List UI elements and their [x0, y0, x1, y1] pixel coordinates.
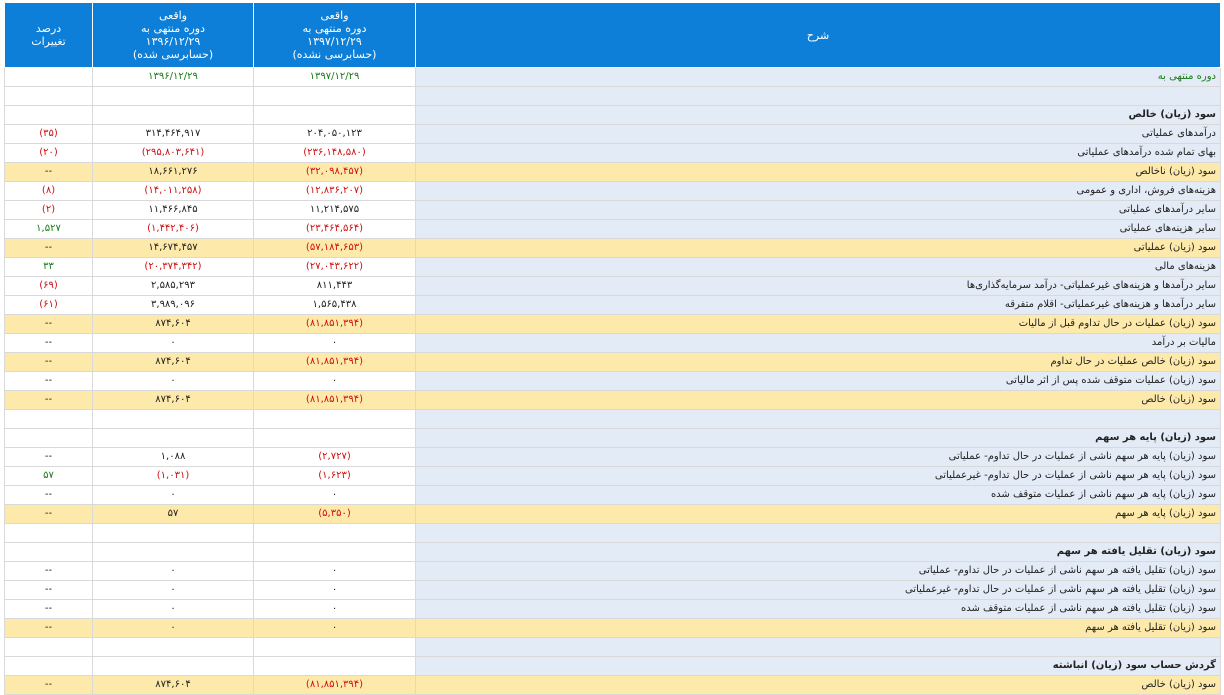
row-description: درآمدهای عملیاتی	[416, 125, 1221, 144]
table-body	[5, 68, 1221, 695]
row-current-value: (۸۱,۸۵۱,۳۹۴)	[254, 315, 416, 334]
row-previous-value: ۱۳۹۶/۱۲/۲۹	[93, 68, 254, 87]
row-change-percent	[5, 543, 93, 562]
row-current-value	[254, 543, 416, 562]
header-previous-line4: (حسابرسی شده)	[132, 48, 214, 61]
financial-statement	[4, 2, 1220, 695]
table-row	[5, 562, 1221, 581]
income-statement-table	[4, 2, 1221, 695]
table-row	[5, 524, 1221, 543]
table-row	[5, 372, 1221, 391]
row-previous-value	[93, 638, 254, 657]
row-change-percent: (۸)	[5, 182, 93, 201]
row-current-value: (۱۲,۸۳۶,۲۰۷)	[254, 182, 416, 201]
header-description: شرح	[416, 3, 1221, 68]
row-previous-value: ۸۷۴,۶۰۴	[93, 391, 254, 410]
row-change-percent: ۵۷	[5, 467, 93, 486]
row-previous-value: ۵۷	[93, 505, 254, 524]
table-row	[5, 581, 1221, 600]
header-current-line2: دوره منتهی به	[302, 22, 367, 35]
row-description: بهای تمام شده درآمدهای عملیاتی	[416, 144, 1221, 163]
table-row	[5, 258, 1221, 277]
row-current-value	[254, 638, 416, 657]
table-row	[5, 429, 1221, 448]
row-description	[416, 524, 1221, 543]
row-previous-value: (۱۴,۰۱۱,۲۵۸)	[93, 182, 254, 201]
row-description: سود (زیان) ناخالص	[416, 163, 1221, 182]
row-previous-value: (۱,۰۳۱)	[93, 467, 254, 486]
row-change-percent: (۳۵)	[5, 125, 93, 144]
table-row	[5, 505, 1221, 524]
row-current-value: ۰	[254, 334, 416, 353]
row-current-value: ۰	[254, 562, 416, 581]
row-current-value	[254, 524, 416, 543]
row-current-value: ۱۱,۲۱۴,۵۷۵	[254, 201, 416, 220]
row-previous-value	[93, 657, 254, 676]
table-row	[5, 410, 1221, 429]
row-change-percent: --	[5, 391, 93, 410]
table-row	[5, 600, 1221, 619]
table-row	[5, 657, 1221, 676]
row-previous-value: ۸۷۴,۶۰۴	[93, 315, 254, 334]
row-description: مالیات بر درآمد	[416, 334, 1221, 353]
row-previous-value	[93, 106, 254, 125]
row-current-value	[254, 106, 416, 125]
row-previous-value	[93, 87, 254, 106]
row-current-value	[254, 87, 416, 106]
row-change-percent	[5, 68, 93, 87]
row-current-value: ۰	[254, 486, 416, 505]
row-change-percent	[5, 87, 93, 106]
header-current-period	[254, 3, 416, 68]
row-previous-value: ۱۱,۴۶۶,۸۴۵	[93, 201, 254, 220]
row-change-percent: --	[5, 334, 93, 353]
row-previous-value	[93, 524, 254, 543]
table-row	[5, 87, 1221, 106]
row-current-value: (۸۱,۸۵۱,۳۹۴)	[254, 353, 416, 372]
header-change-percent	[5, 3, 93, 68]
row-description: سود (زیان) پایه هر سهم ناشی از عملیات در حال تداوم- عملیاتی	[416, 448, 1221, 467]
table-row	[5, 68, 1221, 87]
row-change-percent: ۱,۵۲۷	[5, 220, 93, 239]
row-current-value	[254, 657, 416, 676]
row-change-percent	[5, 410, 93, 429]
row-current-value: ۱۳۹۷/۱۲/۲۹	[254, 68, 416, 87]
row-current-value: (۲۳,۴۶۴,۵۶۴)	[254, 220, 416, 239]
table-row	[5, 277, 1221, 296]
row-change-percent: (۶۱)	[5, 296, 93, 315]
row-change-percent: --	[5, 581, 93, 600]
row-description	[416, 87, 1221, 106]
row-change-percent: (۲)	[5, 201, 93, 220]
row-current-value: (۵۷,۱۸۴,۶۵۳)	[254, 239, 416, 258]
table-row	[5, 106, 1221, 125]
row-current-value	[254, 429, 416, 448]
row-change-percent	[5, 524, 93, 543]
row-description: سایر درآمدهای عملیاتی	[416, 201, 1221, 220]
row-change-percent: --	[5, 315, 93, 334]
row-change-percent: --	[5, 619, 93, 638]
row-previous-value: (۲۰,۳۷۴,۳۴۲)	[93, 258, 254, 277]
header-current-line4: (حسابرسی نشده)	[292, 48, 377, 61]
row-current-value: ۰	[254, 581, 416, 600]
row-previous-value: ۰	[93, 581, 254, 600]
row-description: هزینه‌های مالی	[416, 258, 1221, 277]
row-previous-value: ۰	[93, 619, 254, 638]
table-row	[5, 201, 1221, 220]
row-previous-value: (۲۹۵,۸۰۳,۶۴۱)	[93, 144, 254, 163]
row-description: سود (زیان) پایه هر سهم ناشی از عملیات در حال تداوم- غیرعملیاتی	[416, 467, 1221, 486]
row-change-percent: --	[5, 505, 93, 524]
row-previous-value: ۱۴,۶۷۴,۴۵۷	[93, 239, 254, 258]
header-previous-period	[93, 3, 254, 68]
row-description: سایر درآمدها و هزینه‌های غیرعملیاتی- درآمد سرمایه‌گذاری‌ها	[416, 277, 1221, 296]
header-previous-line1: واقعی	[158, 9, 188, 22]
row-current-value	[254, 410, 416, 429]
row-description: سود (زیان) خالص	[416, 391, 1221, 410]
row-change-percent: --	[5, 562, 93, 581]
row-description: سود (زیان) پایه هر سهم	[416, 505, 1221, 524]
row-description: سود (زیان) تقلیل یافته هر سهم ناشی از عملیات در حال تداوم- غیرعملیاتی	[416, 581, 1221, 600]
row-change-percent: (۶۹)	[5, 277, 93, 296]
row-change-percent: --	[5, 163, 93, 182]
row-current-value: (۸۱,۸۵۱,۳۹۴)	[254, 391, 416, 410]
row-previous-value: ۱۸,۶۶۱,۲۷۶	[93, 163, 254, 182]
table-row	[5, 182, 1221, 201]
row-description: سایر هزینه‌های عملیاتی	[416, 220, 1221, 239]
row-change-percent: (۲۰)	[5, 144, 93, 163]
header-current-line3: ۱۳۹۷/۱۲/۲۹	[307, 35, 362, 48]
row-description: سود (زیان) تقلیل یافته هر سهم ناشی از عملیات متوقف شده	[416, 600, 1221, 619]
row-previous-value: ۸۷۴,۶۰۴	[93, 353, 254, 372]
row-previous-value: ۰	[93, 600, 254, 619]
table-row	[5, 619, 1221, 638]
row-change-percent: ۳۳	[5, 258, 93, 277]
row-current-value: ۲۰۴,۰۵۰,۱۲۳	[254, 125, 416, 144]
row-current-value: ۰	[254, 619, 416, 638]
row-current-value: (۵,۳۵۰)	[254, 505, 416, 524]
row-previous-value: ۳,۹۸۹,۰۹۶	[93, 296, 254, 315]
row-description: سود (زیان) تقلیل یافته هر سهم ناشی از عملیات در حال تداوم- عملیاتی	[416, 562, 1221, 581]
header-current-line1: واقعی	[320, 9, 349, 22]
row-description: سود (زیان) خالص عملیات در حال تداوم	[416, 353, 1221, 372]
header-change-line1: درصد	[35, 22, 62, 35]
row-description: سایر درآمدها و هزینه‌های غیرعملیاتی- اقلام متفرقه	[416, 296, 1221, 315]
row-previous-value: ۳۱۴,۴۶۴,۹۱۷	[93, 125, 254, 144]
table-row	[5, 296, 1221, 315]
table-row	[5, 638, 1221, 657]
header-previous-line3: ۱۳۹۶/۱۲/۲۹	[145, 35, 201, 48]
row-change-percent: --	[5, 676, 93, 695]
table-row	[5, 163, 1221, 182]
row-current-value: (۱,۶۲۳)	[254, 467, 416, 486]
row-previous-value: ۲,۵۸۵,۲۹۳	[93, 277, 254, 296]
row-description	[416, 638, 1221, 657]
table-row	[5, 543, 1221, 562]
row-description: سود (زیان) خالص	[416, 106, 1221, 125]
row-change-percent: --	[5, 372, 93, 391]
row-change-percent	[5, 106, 93, 125]
row-description: سود (زیان) تقلیل یافته هر سهم	[416, 619, 1221, 638]
row-current-value: (۲۷,۰۴۳,۶۲۲)	[254, 258, 416, 277]
row-description: سود (زیان) عملیاتی	[416, 239, 1221, 258]
row-previous-value	[93, 410, 254, 429]
row-previous-value: ۰	[93, 372, 254, 391]
header-previous-line2: دوره منتهی به	[140, 22, 205, 35]
row-change-percent: --	[5, 600, 93, 619]
row-change-percent: --	[5, 239, 93, 258]
row-previous-value: ۰	[93, 486, 254, 505]
row-previous-value: (۱,۴۴۲,۴۰۶)	[93, 220, 254, 239]
row-previous-value: ۸۷۴,۶۰۴	[93, 676, 254, 695]
table-row	[5, 676, 1221, 695]
row-description: هزینه‌های فروش، اداری و عمومی	[416, 182, 1221, 201]
table-row	[5, 125, 1221, 144]
row-description: سود (زیان) تقلیل یافته هر سهم	[416, 543, 1221, 562]
table-row	[5, 486, 1221, 505]
row-current-value: (۸۱,۸۵۱,۳۹۴)	[254, 676, 416, 695]
row-description: سود (زیان) پایه هر سهم	[416, 429, 1221, 448]
row-change-percent: --	[5, 448, 93, 467]
row-description: دوره منتهی به	[416, 68, 1221, 87]
row-description: سود (زیان) پایه هر سهم ناشی از عملیات متوقف شده	[416, 486, 1221, 505]
header-row	[5, 3, 1221, 68]
table-row	[5, 239, 1221, 258]
table-row	[5, 220, 1221, 239]
table-row	[5, 315, 1221, 334]
row-description: سود (زیان) عملیات متوقف شده پس از اثر مالیاتی	[416, 372, 1221, 391]
row-description: سود (زیان) خالص	[416, 676, 1221, 695]
header-change-line2: تغییرات	[31, 35, 66, 48]
row-current-value: ۸۱۱,۴۴۳	[254, 277, 416, 296]
table-row	[5, 144, 1221, 163]
row-previous-value: ۰	[93, 562, 254, 581]
row-current-value: ۱,۵۶۵,۴۳۸	[254, 296, 416, 315]
row-current-value: ۰	[254, 600, 416, 619]
table-row	[5, 467, 1221, 486]
row-previous-value	[93, 543, 254, 562]
row-current-value: ۰	[254, 372, 416, 391]
row-change-percent	[5, 657, 93, 676]
row-change-percent	[5, 638, 93, 657]
row-change-percent: --	[5, 353, 93, 372]
row-previous-value: ۰	[93, 334, 254, 353]
row-previous-value: ۱,۰۸۸	[93, 448, 254, 467]
table-row	[5, 448, 1221, 467]
row-description: گردش حساب سود (زیان) انباشته	[416, 657, 1221, 676]
row-description	[416, 410, 1221, 429]
row-change-percent	[5, 429, 93, 448]
table-row	[5, 334, 1221, 353]
row-current-value: (۳۲,۰۹۸,۴۵۷)	[254, 163, 416, 182]
row-previous-value	[93, 429, 254, 448]
table-row	[5, 391, 1221, 410]
row-current-value: (۲,۷۲۷)	[254, 448, 416, 467]
row-current-value: (۲۳۶,۱۴۸,۵۸۰)	[254, 144, 416, 163]
table-row	[5, 353, 1221, 372]
row-description: سود (زیان) عملیات در حال تداوم قبل از مالیات	[416, 315, 1221, 334]
row-change-percent: --	[5, 486, 93, 505]
